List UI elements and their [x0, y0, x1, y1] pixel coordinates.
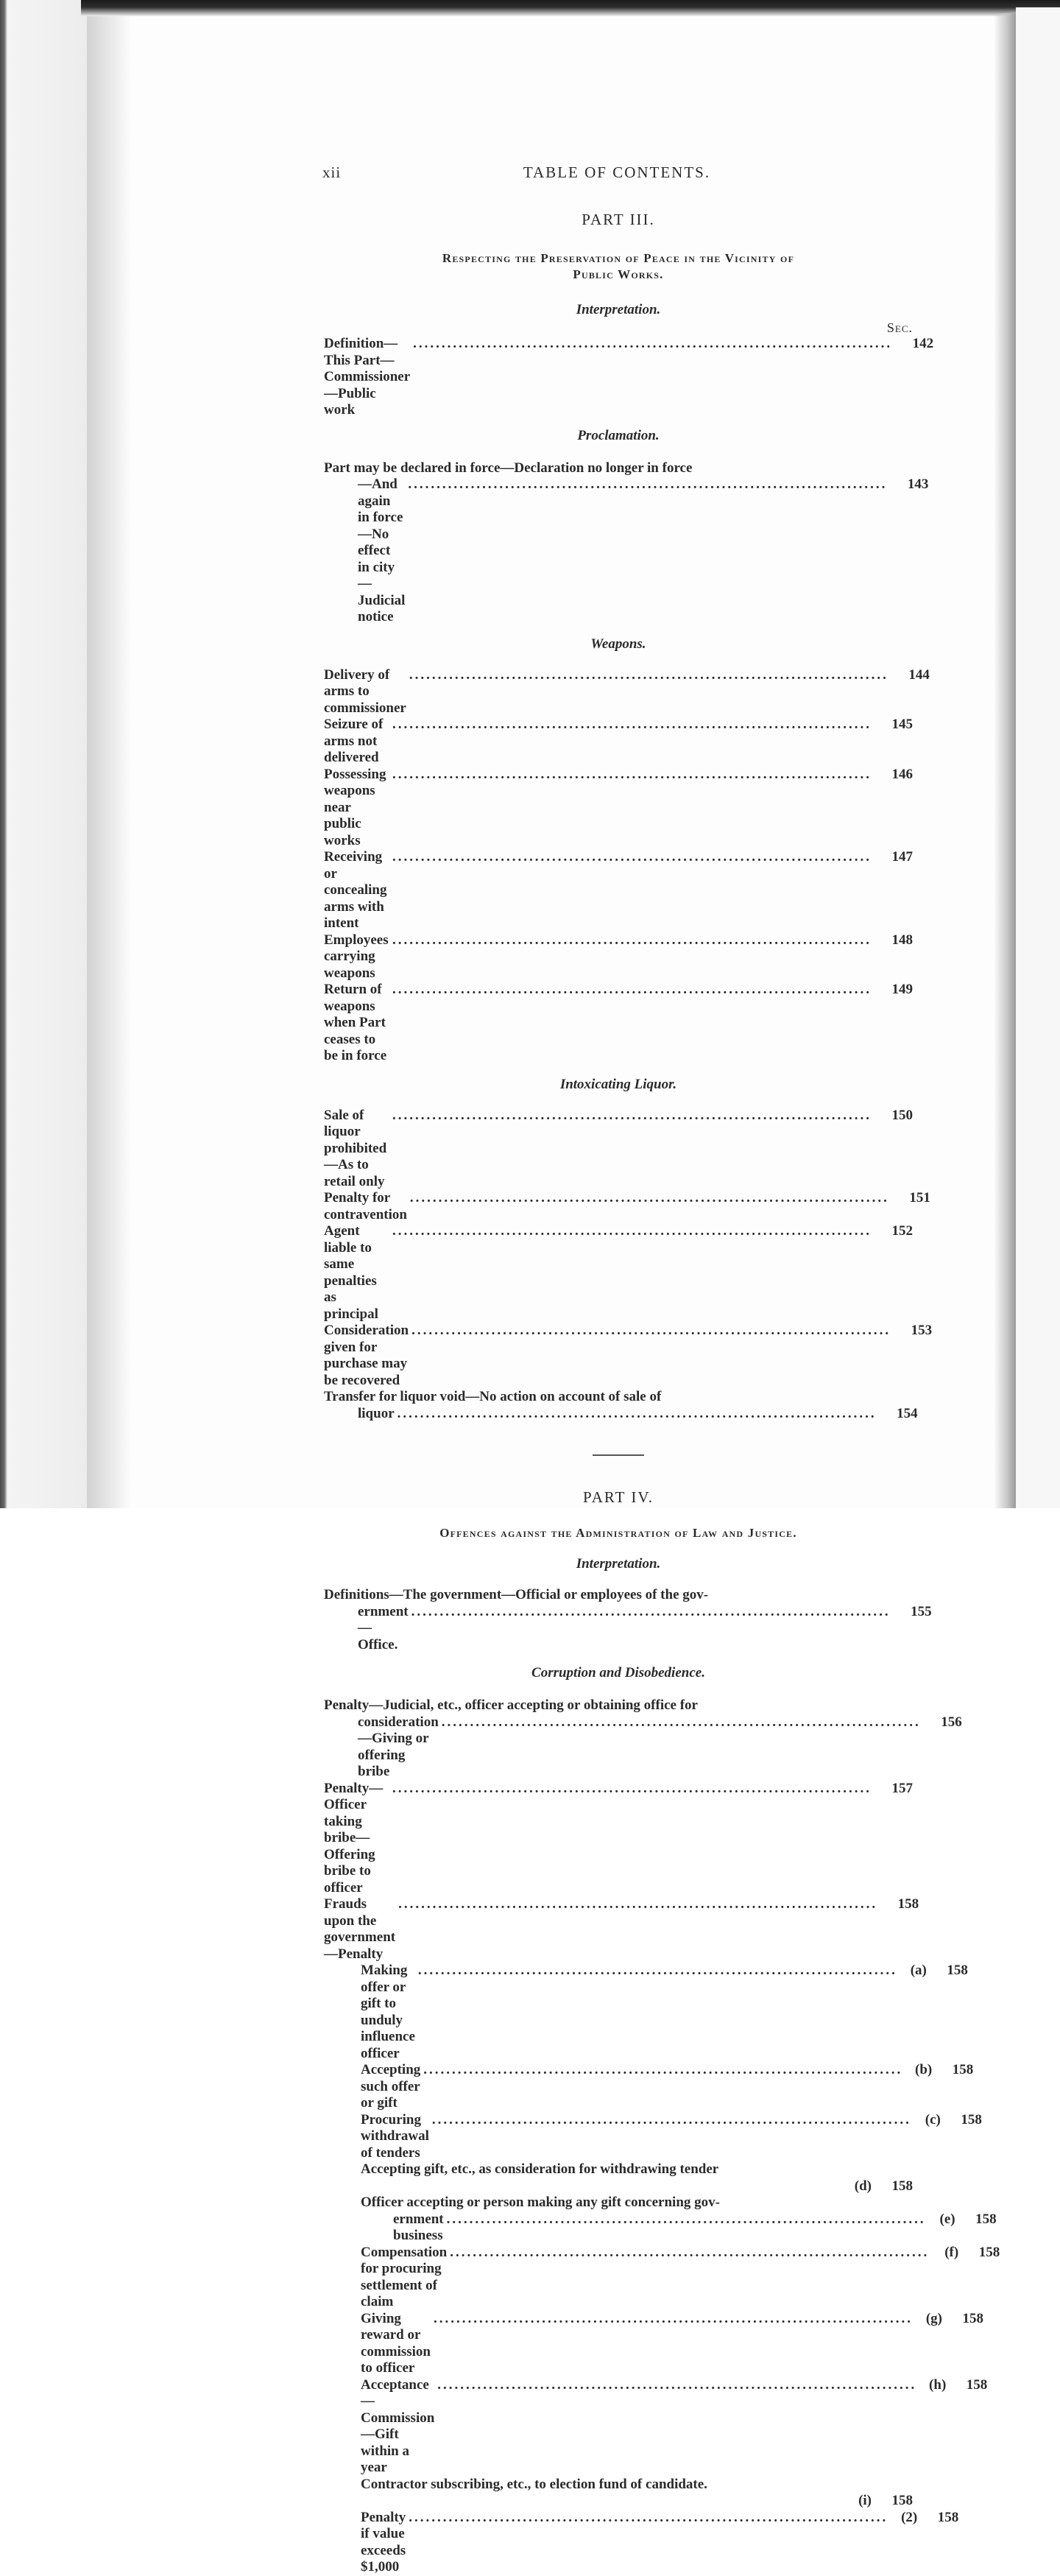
section-number: 158: [947, 1963, 968, 1978]
section-number: 158: [952, 2062, 974, 2077]
entry-text: Employees carrying weapons: [324, 932, 392, 981]
section-heading-interpretation: Interpretation.: [576, 302, 661, 317]
leader-dots: ....................................................................................: [411, 1323, 891, 1338]
section-number: 142: [912, 336, 934, 351]
toc-entry: [324, 1223, 913, 1323]
toc-entry: [324, 717, 913, 767]
toc-subentry: [324, 2211, 997, 2245]
toc-entry: [324, 982, 913, 1065]
toc-subentry: [324, 2493, 913, 2510]
toc-entry: [324, 476, 929, 626]
toc-entry: [324, 1896, 919, 1963]
clause-label: (f): [944, 2244, 959, 2260]
toc-entry: [324, 767, 913, 850]
part-iii-subject-line-2: Public Works.: [573, 267, 664, 281]
part-iv-title: PART IV.: [582, 1488, 654, 1506]
section-number: 158: [961, 2111, 982, 2128]
clause-label: (b): [915, 2062, 933, 2077]
section-heading-corruption: Corruption and Disobedience.: [531, 1665, 705, 1681]
toc-subentry-line: [324, 2477, 913, 2494]
entry-text: Contractor subscribing, etc., to election fund of candidate.: [361, 2476, 707, 2492]
section-number: 151: [909, 1190, 930, 1206]
toc-subentry: [324, 2509, 959, 2576]
section-number: 148: [891, 932, 913, 948]
toc-entry: [324, 1714, 962, 1781]
clause-label: (e): [939, 2211, 955, 2227]
entry-text: Penalty for contravention: [324, 1190, 407, 1222]
clause-label: (d): [854, 2178, 872, 2194]
section-number: 145: [891, 717, 913, 732]
section-number: 149: [891, 982, 913, 997]
entry-text: Sale of liquor prohibited—As to retail only: [324, 1107, 387, 1189]
section-number: 158: [937, 2509, 959, 2525]
running-title: TABLE OF CONTENTS.: [523, 163, 711, 181]
entry-text: Return of weapons when Part ceases to be in force: [324, 982, 389, 1063]
toc-entry-line: [324, 1697, 913, 1714]
part-iv-subject: Offences against the Administration of Law and Justice.: [439, 1526, 797, 1540]
section-number: 158: [891, 2493, 913, 2508]
toc-subentry: [324, 2111, 982, 2162]
entry-text: Compensation for procuring settlement of claim: [361, 2244, 451, 2309]
leader-dots: ....................................................................................: [446, 2211, 926, 2227]
entry-text: consideration—Giving or offering bribe: [358, 1714, 439, 1779]
entry-text: Definition—This Part—Commissioner—Public work: [324, 336, 411, 418]
leader-dots: ....................................................................................: [392, 1107, 872, 1123]
entry-text: ernment—Office.: [358, 1603, 409, 1653]
clause-label: (a): [910, 1963, 927, 1978]
section-heading-proclamation: Proclamation.: [577, 427, 660, 443]
leader-dots: ....................................................................................: [392, 1780, 872, 1796]
toc-entry-line: [324, 1389, 913, 1406]
toc-subentry: [324, 2310, 983, 2377]
section-number: 152: [891, 1223, 913, 1239]
entry-text: Penalty—Officer taking bribe—Offering bribe to officer: [324, 1780, 384, 1896]
spine-shadow: [87, 15, 131, 1508]
leader-dots: ....................................................................................: [411, 1603, 891, 1619]
toc-entry: [324, 1190, 930, 1223]
leader-dots: ....................................................................................: [392, 717, 872, 732]
right-gutter-shadow: [994, 13, 1016, 1508]
section-heading-interpretation: Interpretation.: [576, 1556, 661, 1572]
toc-entry-line: [324, 1587, 913, 1604]
section-number: 158: [897, 1896, 919, 1912]
leader-dots: ....................................................................................: [392, 932, 872, 948]
entry-text: Transfer for liquor void—No action on account of sale of: [324, 1389, 662, 1404]
toc-subentry: [324, 2376, 988, 2477]
part-iii-title: PART III.: [582, 211, 655, 228]
leader-dots: ....................................................................................: [398, 1896, 878, 1912]
entry-text: Accepting gift, etc., as consideration for withdrawing tender: [361, 2161, 719, 2177]
leader-dots: ....................................................................................: [434, 2310, 913, 2326]
entry-text: Seizure of arms not delivered: [324, 717, 387, 765]
entry-text: Procuring withdrawal of tenders: [361, 2111, 433, 2161]
section-heading-weapons: Weapons.: [590, 636, 646, 652]
toc-entry: [324, 849, 913, 932]
leader-dots: ....................................................................................: [409, 666, 888, 683]
section-number: 158: [962, 2310, 983, 2326]
section-number: 158: [891, 2178, 913, 2194]
entry-text: —And again in force—No effect in city—Judicial notice: [358, 476, 409, 624]
page-header: [322, 163, 911, 186]
toc-subentry: [324, 2178, 913, 2195]
toc-entry: [324, 1323, 933, 1389]
section-heading-intoxicating-liquor: Intoxicating Liquor.: [559, 1076, 677, 1092]
section-number: 150: [891, 1107, 913, 1123]
leader-dots: ....................................................................................: [409, 1190, 889, 1206]
clause-label: (2): [901, 2509, 918, 2525]
entry-text: Receiving or concealing arms with intent: [324, 849, 391, 931]
entry-text: Accepting such offer or gift: [361, 2062, 425, 2111]
leader-dots: ....................................................................................: [431, 2111, 911, 2128]
section-number: 158: [978, 2244, 1000, 2260]
section-number: 143: [907, 476, 929, 492]
facing-page-edge: [1016, 7, 1060, 1508]
entry-text: Part may be declared in force—Declaration no longer in force: [324, 460, 693, 476]
leader-dots: ....................................................................................: [417, 1963, 897, 1978]
entry-text: Penalty—Judicial, etc., officer accepting or obtaining office for: [324, 1697, 698, 1713]
clause-label: (h): [929, 2376, 947, 2393]
toc-subentry: [324, 2062, 974, 2112]
leader-dots: ....................................................................................: [392, 1223, 872, 1239]
leader-dots: ....................................................................................: [437, 2376, 917, 2393]
leader-dots: ....................................................................................: [397, 1405, 877, 1421]
entry-text: Delivery of arms to commissioner: [324, 666, 406, 716]
section-number: 156: [941, 1714, 962, 1730]
entry-text: Officer accepting or person making any gift concerning gov-: [361, 2195, 720, 2210]
entry-text: Making offer or gift to unduly influence officer: [361, 1963, 419, 2061]
section-number: 157: [891, 1780, 913, 1796]
section-column-label: Sec.: [886, 320, 913, 335]
toc-entry: [324, 1603, 932, 1654]
toc-subentry: [324, 1963, 968, 2062]
page-number: xii: [322, 163, 342, 181]
section-number: 155: [911, 1603, 932, 1619]
toc-subentry-line: [324, 2195, 913, 2211]
leader-dots: ....................................................................................: [392, 766, 872, 782]
leader-dots: ....................................................................................: [413, 336, 893, 351]
entry-text: Giving reward or commission to officer: [361, 2310, 434, 2376]
contents-column: [324, 206, 1000, 2576]
leader-dots: ....................................................................................: [408, 476, 888, 492]
section-number: 154: [897, 1405, 918, 1421]
leader-dots: ....................................................................................: [392, 849, 872, 865]
toc-entry: [324, 336, 934, 419]
section-number: 153: [911, 1323, 933, 1338]
part-iii-subject-line-1: Respecting the Preservation of Peace in the Vicinity of: [442, 251, 795, 265]
toc-entry: [324, 1405, 918, 1423]
entry-text: liquor: [358, 1405, 395, 1421]
section-number: 146: [891, 766, 913, 782]
clause-label: (c): [925, 2111, 941, 2128]
entry-text: Agent liable to same penalties as principal: [324, 1223, 381, 1322]
section-number: 147: [891, 849, 913, 865]
entry-text: Frauds upon the government—Penalty: [324, 1896, 396, 1962]
toc-subentry: [324, 2244, 1000, 2311]
section-number: 144: [908, 666, 930, 683]
leader-dots: ....................................................................................: [423, 2062, 903, 2077]
leader-dots: ....................................................................................: [441, 1714, 921, 1730]
toc-entry: [324, 1108, 913, 1191]
left-book-edge: [0, 0, 88, 1508]
section-number: 158: [975, 2211, 997, 2227]
leader-dots: ....................................................................................: [409, 2509, 888, 2525]
toc-entry: [324, 666, 930, 717]
clause-label: (g): [925, 2310, 942, 2326]
entry-text: ernment business: [393, 2211, 448, 2243]
clause-label: (i): [858, 2493, 872, 2508]
leader-dots: ....................................................................................: [450, 2244, 930, 2260]
entry-text: Possessing weapons near public works: [324, 766, 390, 848]
toc-entry-line: [324, 460, 913, 477]
leader-dots: ....................................................................................: [392, 982, 872, 997]
entry-text: Penalty if value exceeds $1,000: [361, 2509, 409, 2575]
entry-text: Consideration given for purchase may be recovered: [324, 1323, 412, 1388]
toc-entry: [324, 932, 913, 982]
section-number: 158: [966, 2376, 988, 2393]
toc-subentry-line: [324, 2161, 913, 2178]
toc-entry: [324, 1781, 913, 1897]
entry-text: Acceptance—Commission—Gift within a year: [361, 2376, 435, 2475]
entry-text: Definitions—The government—Official or employees of the gov-: [324, 1587, 709, 1602]
